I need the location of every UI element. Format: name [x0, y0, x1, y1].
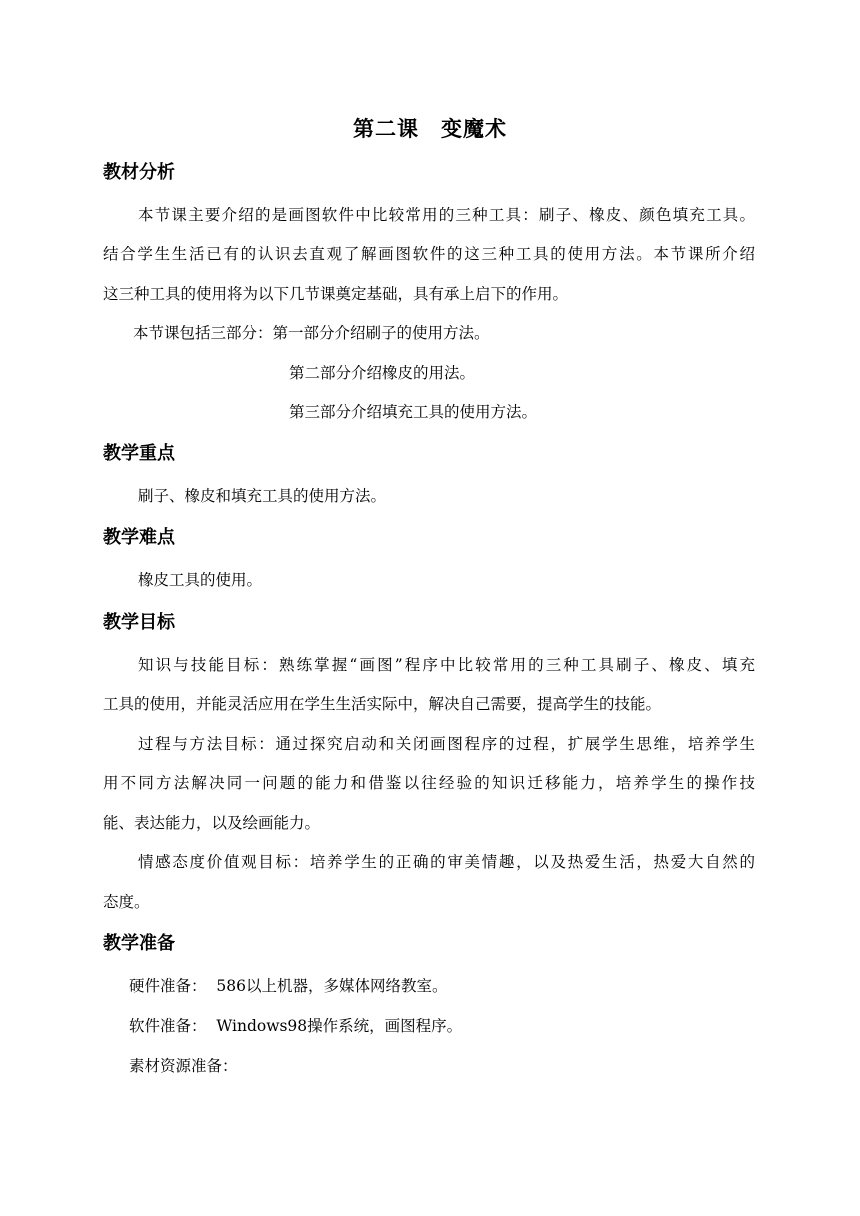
objective-emotion-line-2: 态度。: [103, 893, 150, 911]
lesson-title: 第二课 变魔术: [353, 117, 507, 141]
preparation-hardware: 硬件准备： 586以上机器，多媒体网络教室。: [129, 977, 448, 995]
difficulties-text: 橡皮工具的使用。: [138, 571, 263, 589]
analysis-parts-intro: 本节课包括三部分：第一部分介绍刷子的使用方法。: [133, 324, 490, 342]
analysis-paragraph-line-2: 结合学生生活已有的认识去直观了解画图软件的这三种工具的使用方法。本节课所介绍: [103, 245, 755, 263]
objective-process-line-3: 能、表达能力，以及绘画能力。: [103, 814, 321, 832]
preparation-materials: 素材资源准备：: [129, 1057, 238, 1075]
key-points-text: 刷子、橡皮和填充工具的使用方法。: [138, 487, 387, 505]
analysis-paragraph-line-1: 本节课主要介绍的是画图软件中比较常用的三种工具：刷子、橡皮、颜色填充工具。: [138, 206, 755, 224]
heading-key-points: 教学重点: [103, 443, 175, 464]
objective-knowledge-line-1: 知识与技能目标：熟练掌握“画图”程序中比较常用的三种工具刷子、橡皮、填充: [138, 656, 755, 674]
preparation-software: 软件准备： Windows98操作系统，画图程序。: [129, 1017, 463, 1035]
analysis-part-2: 第二部分介绍橡皮的用法。: [289, 364, 476, 382]
objective-knowledge-line-2: 工具的使用，并能灵活应用在学生生活实际中，解决自己需要，提高学生的技能。: [103, 695, 662, 713]
analysis-part-3: 第三部分介绍填充工具的使用方法。: [289, 403, 538, 421]
heading-objectives: 教学目标: [103, 612, 175, 633]
heading-material-analysis: 教材分析: [103, 162, 175, 183]
heading-preparation: 教学准备: [103, 933, 175, 954]
analysis-paragraph-line-3: 这三种工具的使用将为以下几节课奠定基础，具有承上启下的作用。: [103, 285, 569, 303]
objective-process-line-2: 用不同方法解决同一问题的能力和借鉴以往经验的知识迁移能力，培养学生的操作技: [103, 774, 755, 792]
objective-process-line-1: 过程与方法目标：通过探究启动和关闭画图程序的过程，扩展学生思维，培养学生: [138, 735, 755, 753]
heading-difficulties: 教学难点: [103, 527, 175, 548]
objective-emotion-line-1: 情感态度价值观目标：培养学生的正确的审美情趣，以及热爱生活，热爱大自然的: [138, 853, 755, 871]
